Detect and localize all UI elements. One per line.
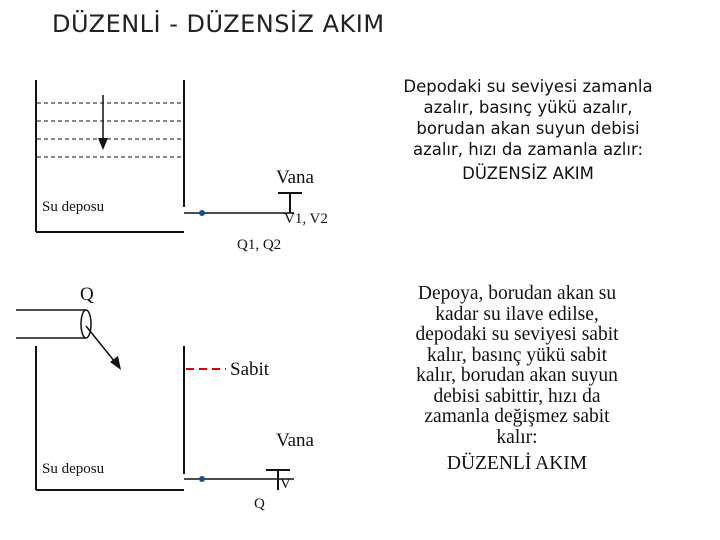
description-line: kadar su ilave edilse, bbox=[435, 303, 599, 325]
description-line: azalır, basınç yükü azalır, bbox=[423, 98, 633, 117]
inflow-label: Q bbox=[80, 284, 94, 305]
level-drop-arrow bbox=[98, 95, 108, 150]
description-line: zamanla değişmez sabit bbox=[424, 406, 610, 427]
steady-flow-label: DÜZENLİ AKIM bbox=[446, 453, 588, 474]
bottom-valve-label: Vana bbox=[276, 430, 314, 451]
description-line: debisi sabittir, hızı da bbox=[433, 385, 601, 407]
bottom-velocity-label: V bbox=[280, 476, 291, 492]
top-valve bbox=[278, 193, 302, 213]
description-line: azalır, hızı da zamanla azlır: bbox=[412, 140, 644, 159]
description-line: kalır, basınç yükü sabit bbox=[426, 344, 608, 366]
steady-flow-description bbox=[382, 284, 652, 475]
description-line: kalır, borudan akan suyun bbox=[416, 365, 618, 386]
description-line: kalır: bbox=[496, 426, 538, 448]
unsteady-flow-description bbox=[368, 76, 688, 184]
inflow-arrow bbox=[86, 326, 121, 370]
page-title: DÜZENLİ - DÜZENSİZ AKIM bbox=[52, 10, 385, 38]
description-line: depodaki su seviyesi sabit bbox=[415, 324, 619, 345]
description-line: borudan akan suyun debisi bbox=[416, 119, 640, 138]
bottom-flow-label: Q bbox=[254, 496, 265, 512]
top-outlet-pipe bbox=[184, 210, 294, 216]
description-line: Depodaki su seviyesi zamanla bbox=[403, 77, 653, 96]
description-line: Depoya, borudan akan su bbox=[417, 283, 617, 304]
top-valve-label: Vana bbox=[276, 167, 314, 188]
top-water-levels bbox=[37, 103, 183, 157]
constant-level-label: Sabit bbox=[230, 359, 270, 380]
bottom-tank-label: Su deposu bbox=[42, 461, 105, 477]
top-flow-label: Q1, Q2 bbox=[237, 237, 282, 253]
top-tank-label: Su deposu bbox=[42, 199, 105, 215]
top-velocity-label: V1, V2 bbox=[284, 211, 328, 227]
unsteady-flow-label: DÜZENSİZ AKIM bbox=[462, 164, 594, 183]
inflow-pipe bbox=[16, 310, 91, 338]
